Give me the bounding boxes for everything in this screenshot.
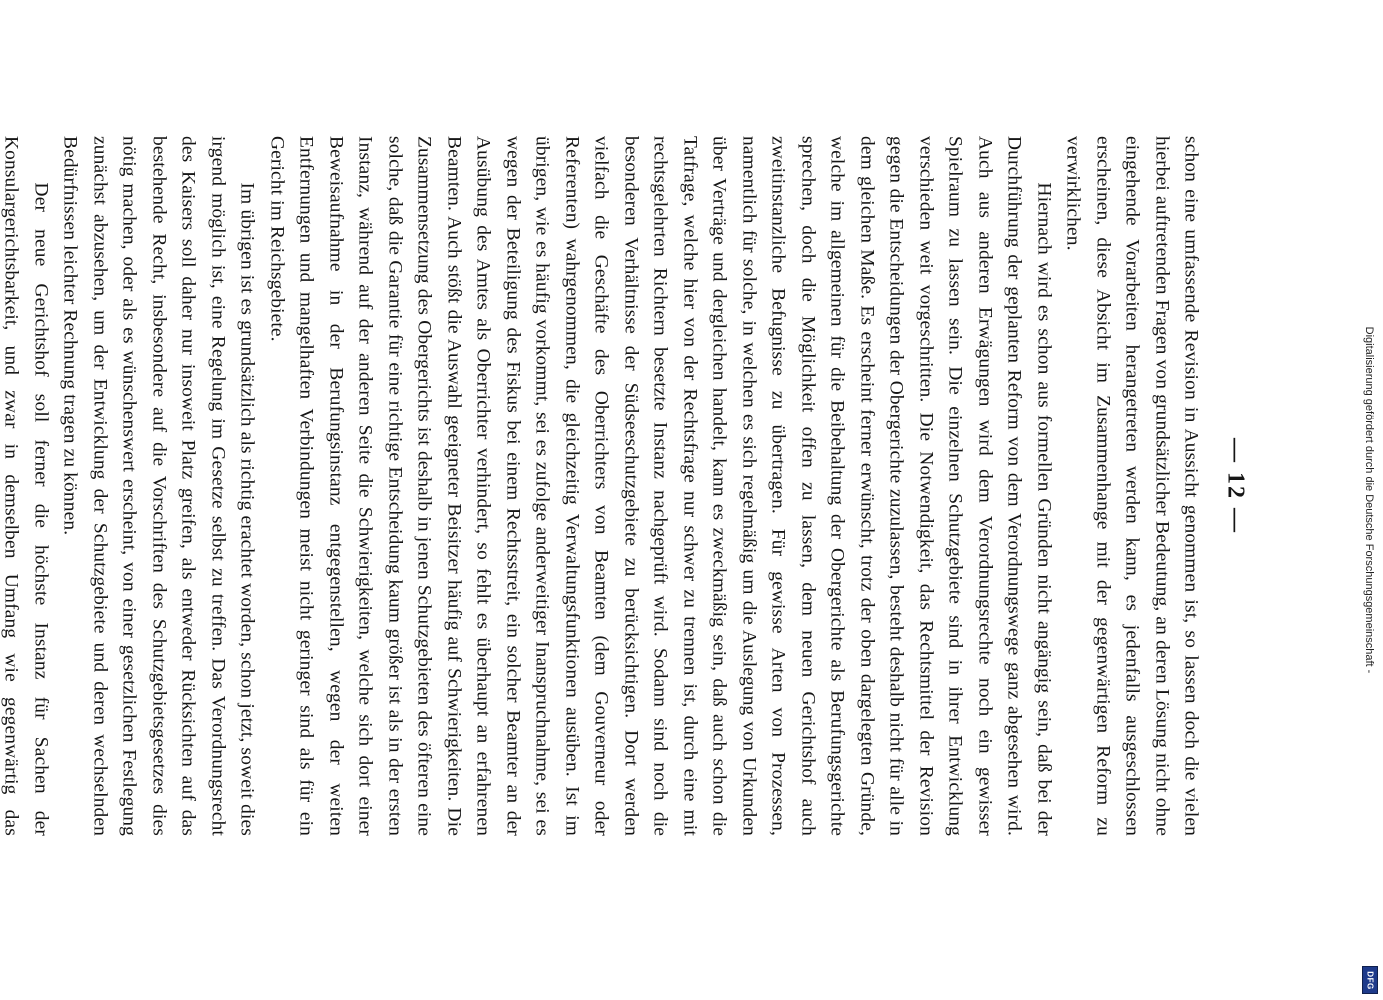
paragraph-2: Hiernach wird es schon aus formellen Gründen nicht angängig sein, daß bei der Durchführung der geplanten Reform von dem Verordnungswege ganz abgesehen wird. Auch aus anderen Erwägungen wird dem Verordnungsrechte noch ein gewisser Spielraum zu lassen sein. Die einzelnen Schutzgebiete sind in ihrer Entwicklung verschieden weit vorgeschritten. Die Notwendigkeit, das Rechtsmittel der Revision gegen die Entscheidungen der Obergerichte zuzulassen, besteht deshalb nicht für alle in dem gleichen Maße. Es erscheint ferner erwünscht, trotz der oben dargelegten Gründe, welche im allgemeinen für die Beibehaltung der Obergerichte als Berufungsgerichte sprechen, doch die Möglichkeit offen zu lassen, dem neuen Gerichtshof auch zweitinstanzliche Befugnisse zu übertragen. Für gewisse Arten von Prozessen, namentlich für solche, in welchen es sich regelmäßig um die Auslegung von Urkunden über Verträge und dergleichen handelt, kann es zweckmäßig sein, daß auch schon die Tatfrage, welche hier von der Rechtsfrage nur schwer zu trennen ist, durch eine mit rechtsgelehrten Richtern besetzte Instanz nachgeprüft wird. Sodann sind noch die besonderen Verhältnisse der Südseeschutzgebiete zu berücksichtigen. Dort werden vielfach die Geschäfte des Oberrichters von Beamten (dem Gouverneur oder Referenten) wahrgenommen, die gleichzeitig Verwaltungsfunktionen ausüben. Ist im übrigen, wie es häufig vorkommt, sei es zufolge anderweitiger Inanspruchnahme, sei es wegen der Beteiligung des Fiskus bei einem Rechtsstreit, ein solcher Beamter an der Ausübung des Amtes als Oberrichter verhindert, so fehlt es überhaupt an erfahrenen Beamten. Auch stößt die Auswahl geeigneter Beisitzer häufig auf Schwierigkeiten. Die Zusammensetzung des Obergerichts ist deshalb in jenen Schutzgebieten des öfteren eine solche, daß die Garantie für eine richtige Entscheidung kaum größer ist als in der ersten Instanz, während auf der anderen Seite die Schwierigkeiten, welche sich dort einer Beweisaufnahme in der Berufungsinstanz entgegenstellen, wegen der weiten Entfernungen und mangelhaften Verbindungen meist nicht geringer sind als für ein Gericht im Reichsgebiete. (266, 136, 1055, 836)
digitization-credit-note: Digitalisierung gefördert durch die Deutsche Forschungsgemeinschaft - (1363, 326, 1375, 674)
paragraph-3: Im übrigen ist es grundsätzlich als richtig erachtet worden, schon jetzt, soweit dies irgend möglich ist, eine Regelung im Gesetze selbst zu treffen. Das Verordnungsrecht des Kaisers soll daher nur insoweit Platz greifen, als entweder Rücksichten auf das bestehende Recht, insbesondere auf die Vorschriften des Schutzgebietsgesetzes dies nötig machen, oder als es wünschenswert erscheint, von einer gesetzlichen Festlegung zunächst abzusehen, um der Entwicklung der Schutzgebiete und deren wechselnden Bedürfnissen leichter Rechnung tragen zu können. (60, 136, 258, 836)
page-text-block (1, 136, 1250, 836)
paragraph-1: schon eine umfassende Revision in Aussicht genommen ist, so lassen doch die vielen hierbei auftretenden Fragen von grundsätzlicher Bedeutung, an deren Lösung nicht ohne eingehende Vorarbeiten herangetreten werden kann, es jedenfalls ausgeschlossen erscheinen, diese Absicht im Zusammenhange mit der gegenwärtigen Reform zu verwirklichen. (1063, 136, 1202, 836)
dfg-logo-text: DFG (1365, 970, 1375, 990)
dfg-logo-icon (1362, 966, 1378, 994)
page-number: — 12 — (1222, 438, 1249, 534)
paragraph-4: Der neue Gerichtshof soll ferner die höchste Instanz für Sachen der Konsulargerichtsbarkeit, und zwar in demselben Umfang wie gegenwärtig das (1, 136, 52, 836)
